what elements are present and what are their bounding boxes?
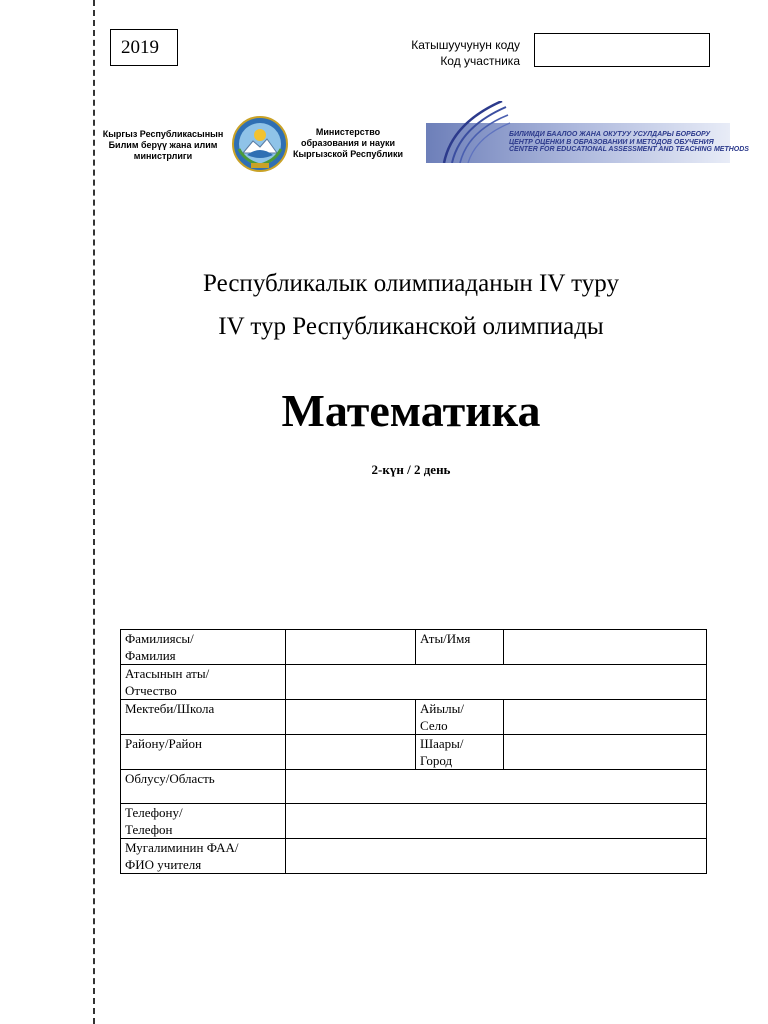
- phone-field[interactable]: [286, 804, 707, 839]
- kyrgyz-emblem-icon: [231, 113, 289, 175]
- subject-title: Математика: [281, 385, 541, 436]
- ceatm-name: [509, 131, 749, 154]
- label-line: Атасынын аты/: [125, 666, 210, 681]
- table-row: [121, 770, 707, 804]
- ministry-ru-line: образования и науки: [300, 138, 396, 148]
- label-line: Город: [420, 753, 453, 768]
- table-row: [121, 700, 707, 735]
- ceatm-line: CENTER FOR EDUCATIONAL ASSESSMENT AND TEACHING METHODS: [509, 146, 749, 153]
- table-row: [121, 735, 707, 770]
- district-field[interactable]: [286, 735, 416, 770]
- surname-label: [121, 630, 286, 665]
- participant-code-field[interactable]: [534, 33, 710, 67]
- ministry-name-ky: [100, 129, 226, 162]
- label-line: Мугалиминин ФАА/: [125, 840, 239, 855]
- teacher-field[interactable]: [286, 839, 707, 874]
- label-line: Фамилия: [125, 648, 176, 663]
- table-row: [121, 804, 707, 839]
- label-line: Отчество: [125, 683, 177, 698]
- participant-info-table: [120, 629, 707, 874]
- surname-field[interactable]: [286, 630, 416, 665]
- city-label: [416, 735, 504, 770]
- cut-line: [93, 0, 95, 1024]
- participant-code-label-ru: Код участника: [440, 54, 520, 68]
- label-line: ФИО учителя: [125, 857, 202, 872]
- participant-code-label: [360, 37, 520, 69]
- region-label: Облусу/Область: [121, 770, 286, 804]
- teacher-label: [121, 839, 286, 874]
- ceatm-line: ЦЕНТР ОЦЕНКИ В ОБРАЗОВАНИИ И МЕТОДОВ ОБУЧЕНИЯ: [509, 138, 714, 146]
- label-line: Шаары/: [420, 736, 464, 751]
- label-line: Телефону/: [125, 805, 183, 820]
- day-label: 2-күн / 2 день: [371, 462, 451, 477]
- olympiad-title-ru: IV тур Республиканской олимпиады: [218, 313, 604, 340]
- label-line: Телефон: [125, 822, 173, 837]
- table-row: [121, 665, 707, 700]
- ministry-ky-line: Билим берүү жана илим: [108, 140, 218, 150]
- patronymic-field[interactable]: [286, 665, 707, 700]
- label-line: Фамилиясы/: [125, 631, 194, 646]
- ministry-ru-line: Министерство: [315, 127, 381, 137]
- ministry-ky-line: министрлиги: [133, 151, 193, 161]
- ministry-name-ru: [290, 127, 406, 160]
- label-line: Село: [420, 718, 448, 733]
- year-box: 2019: [110, 29, 178, 66]
- village-field[interactable]: [504, 700, 707, 735]
- label-line: Айылы/: [420, 701, 464, 716]
- ceatm-line: БИЛИМДИ БААЛОО ЖАНА ОКУТУУ УСУЛДАРЫ БОРБОРУ: [509, 131, 711, 138]
- school-field[interactable]: [286, 700, 416, 735]
- olympiad-title-ky: Республикалык олимпиаданын IV туру: [203, 270, 619, 297]
- name-field[interactable]: [504, 630, 707, 665]
- region-field[interactable]: [286, 770, 707, 804]
- ministry-ru-line: Кыргызской Республики: [292, 149, 404, 159]
- phone-label: [121, 804, 286, 839]
- participant-code-label-ky: Катышуучунун коду: [411, 38, 520, 52]
- school-label: Мектеби/Школа: [121, 700, 286, 735]
- patronymic-label: [121, 665, 286, 700]
- city-field[interactable]: [504, 735, 707, 770]
- table-row: [121, 839, 707, 874]
- village-label: [416, 700, 504, 735]
- ministry-ky-line: Кыргыз Республикасынын: [102, 129, 224, 139]
- table-row: [121, 630, 707, 665]
- district-label: Району/Район: [121, 735, 286, 770]
- name-label: Аты/Имя: [416, 630, 504, 665]
